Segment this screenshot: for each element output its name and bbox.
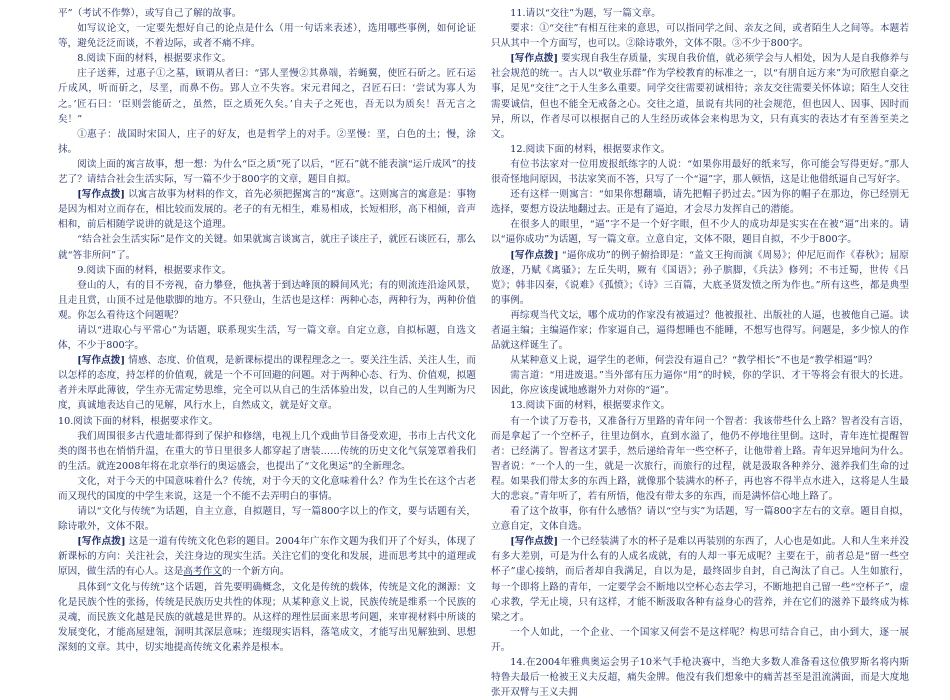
writing-tip-tag: [写作点拨] <box>77 355 126 367</box>
question-heading: 8.阅读下面的材料，根据要求作文。 <box>77 53 232 65</box>
material-text: 登山的人，有的目不旁视，奋力攀登，他执著于到达峰顶的瞬间风光；有的则流连沿途风景，且走且赏，山顶不过是他歇脚的地方。不只登山，生活也是这样：两种心态，两种行为，两种价值观。你怎么看待这个问题呢？ <box>58 279 476 321</box>
paragraph: 一个人如此，一个企业、一个国家又何尝不是这样呢？构思可结合自己，由小到大，逐一展开。 <box>491 626 909 653</box>
writing-tip-text: “逼你成功”的例子俯拾即是：“盖文王拘而演《周易》；仲尼厄而作《春秋》；屈原放逐，乃赋《离骚》；左丘失明，厥有《国语》；孙子膑脚，《兵法》修列；不韦迁蜀，世传《吕览》；韩非囚秦，《说难》《孤愤》；《诗》三百篇，大底圣贤发愤之所为作也。”所有这些，都是典型的事例。 <box>491 249 909 306</box>
paragraph: 阅读上面的寓言故事，想一想：为什么“臣之质”死了以后，“匠石”就不能表演“运斤成风”的技艺了？请结合社会生活实际，写一篇不少于800字的文章，题目自拟。 <box>58 158 476 186</box>
paragraph: 再综观当代文坛，哪个成功的作家没有被逼过？他被报社、出版社的人逼，也被他自己逼。读者逼主编；主编逼作家；作家逼自己，逼得想睡也不能睡，不想写也得写。问题是，多少惊人的作品就这样诞生了。 <box>491 309 909 352</box>
paragraph: 从某种意义上说，逼学生的老师，何尝没有逼自己？“教学相长”不也是“教学相逼”吗？ <box>510 355 878 367</box>
writing-tip <box>58 353 476 413</box>
writing-tip-tag: [写作点拨] <box>77 189 125 201</box>
left-column <box>58 6 476 655</box>
question-heading: 11.请以“交往”为题，写一篇文章。 <box>510 8 661 19</box>
writing-tip-tag: [写作点拨] <box>77 536 126 548</box>
writing-tip-text: 要实现自我生存质量，实现自我价值，就必须学会与人相处，因为人是自我修养与社会规范的统一。古人以“敬业乐群”作为学校教育的标准之一，以“有朋自远方来”为可欣慰自豪之事，足见“交往”之于人生多么重要。同学交往需要初诚相待；亲友交往需要关怀体谅；陌生人交往需要诚信，但也不能全无戒备之心。交往之道，虽说有共同的社会规范，但也因人、因事、因时而异，所以，作者尽可以根据自己的人生经历或体会来构思为文，只有真实的表达才有至善至美之文。 <box>491 53 909 140</box>
paragraph: 具体到“文化与传统”这个话题，首先要明确概念，文化是传统的载体，传统是文化的渊源：文化是民族个性的张扬，传统是民族历史共性的体现；从某种意义上说，民族传统是维系一个民族的灵魂，而民族文化越是民族的就越是世界的。从这样的理性层面来思考问题，来审视材料中所谈的发展变化，才能高屋建瓴，洞明其深层意味；连缀现实语料，落笔成文，才能写出见解独到、思想深刻的文章。其中，切实地提高传统文化素养是根本。 <box>58 581 476 653</box>
paragraph: 文化，对于今天的中国意味着什么？传统，对于今天的文化意味着什么？作为生长在这个古老而又现代的国度的中学生来说，这是一个不能不去弄明白的事情。 <box>58 475 476 502</box>
paragraph: 看了这个故事，你有什么感悟？请以“空与实”为话题，写一篇800字左右的文章。题目自拟，立意自定，文体自选。 <box>491 506 909 533</box>
writing-tip <box>491 51 909 142</box>
link-text[interactable]: 高考作文 <box>183 566 222 578</box>
question-heading: 9.阅读下面的材料，根据要求作文。 <box>77 264 232 276</box>
writing-tip-tag: [写作点拨] <box>510 249 559 261</box>
writing-tip-tag: [写作点拨] <box>510 53 559 65</box>
material-text: 有位书法家对一位用废报纸练字的人说：“如果你用最好的纸来写，你可能会写得更好。”那人很奇怪地问原因，书法家笑而不答，只写了一个“逼”字，那人顿悟，这是让他借纸逼自己写好字。 <box>491 158 909 186</box>
question-heading: 12.阅读下面的材料，根据要求作文。 <box>510 143 671 155</box>
writing-tip <box>58 534 476 579</box>
writing-tip <box>58 187 476 232</box>
writing-tip-text: 这是一道有传统文化色彩的题目。2004年广东作文题为我们开了个好头，体现了新课标的方向：关注社会，关注身边的现实生活。关注它们的变化和发展，进而思考其中的道理或原因，做生活的有心人。这是 <box>58 536 476 578</box>
right-column <box>491 6 909 700</box>
writing-tip <box>491 248 909 308</box>
paragraph: 请以“文化与传统”为话题，自主立意，自拟题目，写一篇800字以上的作文，要与话题有关，除诗歌外，文体不限。 <box>58 506 476 533</box>
material-text: 我们周围很多古代遗址都得到了保护和修缮，电视上几个戏曲节目备受欢迎，书市上古代文化类的图书也在悄悄升温，在重大的节日里很多人都穿起了唐装……传统的历史文化气氛笼罩着我们的生活。就连2008年将在北京举行的奥运盛会，也提出了“文化奥运”的全新理念。 <box>58 430 476 472</box>
material-text: 庄子送葬，过惠子①之墓，顾谓从者曰：“郢人垩慢②其鼻端，若蝇翼，使匠石斫之。匠石运斤成风，听而斫之，尽垩，而鼻不伤。郢人立不失容。宋元君闻之，召匠石曰：‘尝试为寡人为之。’匠石曰：‘臣则尝能斫之，虽然，臣之质死久矣。’自夫子之死也，吾无以为质矣！吾无言之矣！” <box>58 68 476 125</box>
paragraph: 需言道：“用进废退。”当外部有压力逼你“用”的时候，你的学识、才干等将会有很大的长进。因此，你应该虔诚地感谢外力对你的“逼”。 <box>491 370 909 397</box>
paragraph: 平”（考试不作弊），或写自己了解的故事。 <box>58 8 242 19</box>
question-heading: 14.在2004年雅典奥运会男子10米气手枪决赛中，当绝大多数人准备看这位俄罗斯名将内斯特鲁夫最后一枪被王义夫反超，痛失金牌。他没有我们想象中的痛苦甚至是沮流满面，而是大度地张开双臂与王义夫拥 <box>491 657 909 699</box>
material-text: 有一个读了万卷书，又准备行万里路的青年问一个智者：我该带些什么上路？智者没有言语，而是拿起了一个空杯子，往里边倒水，直到水溢了，他仍不停地往里倒。这时，青年连忙提醒智者：已经满了。智者这才罢手，然后递给青年一些空杯子，让他带着上路。青年迟异地问为什么。智者说：“一个人的一生，就是一次旅行，而旅行的过程，就是汲取各种养分、滋养我们生命的过程。如果我们带太多的东西上路，就像那个装满水的杯子，再也容不得半点水进入，这将是人生最大的悲哀。”青年听了，若有所悟，他没有带太多的东西，而是满怀信心地上路了。 <box>491 415 909 502</box>
paragraph: “结合社会生活实际”是作文的关键。如果就寓言谈寓言，就庄子谈庄子，就匠石谈匠石，那么就“答非所问”了。 <box>58 234 476 261</box>
writing-tip-text: 以寓言故事为材料的作文，首先必须把握寓言的“寓意”。这则寓言的寓意是：事物是因为相对立而存在，相比较而发展的。老子的有无相生，难易相成，长短相形，高下相倾，音声相和，前后相随学说讲的就是这个道理。 <box>58 189 476 231</box>
writing-tip <box>491 534 909 625</box>
question-heading: 10.阅读下面的材料，根据要求作文。 <box>58 415 219 427</box>
question-heading: 13.阅读下面的材料，根据要求作文。 <box>510 400 671 412</box>
paragraph: 请以“进取心与平常心”为话题，联系现实生活，写一篇文章。自定立意，自拟标题，自选文体，不少于800字。 <box>58 324 476 352</box>
writing-tip-text: 的一个新方向。 <box>221 566 290 578</box>
material-text: 还有这样一则寓言：“如果你想翻墙，请先把帽子扔过去。”因为你的帽子在那边，你已经别无选择，要想方设法地翻过去。正是有了逼迫，才会尽力发挥自己的潜能。 <box>491 189 909 216</box>
requirements: 要求：①“交往”有相互往来的意思，可以指同学之间、亲友之间，或者陌生人之间等。本题若只从其中一个方面写，也可以。②除诗歌外，文体不限。③不少于800字。 <box>491 23 909 50</box>
writing-tip-text: 一个已经装满了水的杯子是难以再装别的东西了，人心也是如此。人和人生来并没有多大差别，可是为什么有的人成名成就，有的人却一事无成呢？主要在于，前者总是“留一些空杯子”虚心接纳，而后者却自我满足，自以为是，最终固步自封，自己淘汰了自己。人生如旅行，每一个即将上路的青年，一定要学会不断地以空杯心态去学习，不断地把自己留一些“空杯子”，虚心求教，学无止境，只有这样，才能不断汲取各种有益身心的营养，并在它们的滋养下最终成为栋梁之才。 <box>491 536 909 623</box>
paragraph: 在很多人的眼里，“逼”字不是一个好字眼，但不少人的成功却是实实在在被“逼”出来的。请以“逼你成功”为话题，写一篇文章。立意自定，文体不限，题目自拟，不少于800字。 <box>491 219 909 246</box>
footnote: ①惠子：战国时宋国人，庄子的好友，也是哲学上的对手。②垩慢：垩，白色的土；慢，涂抹。 <box>58 128 476 155</box>
writing-tip-tag: [写作点拨] <box>510 536 559 548</box>
writing-tip-text: 情感、态度、价值观，是新课标提出的课程理念之一。要关注生活、关注人生，而以怎样的态度，持怎样的价值观，就是一个不可回避的问题。对于两种心态、行为、价值观，拟题者并未厚此薄彼，学生亦无需定势思维，完全可以从自己的生活体验出发，以自己的人生判断为尺度，真诚地表达自己的见解，风行水上，自然成文，就是好文章。 <box>58 355 476 412</box>
paragraph: 如写议论文，一定要先想好自己的论点是什么（用一句话来表述），选用哪些事例，如何论证等，避免泛泛而谈，不着边际，或者不痛不痒。 <box>58 23 476 50</box>
